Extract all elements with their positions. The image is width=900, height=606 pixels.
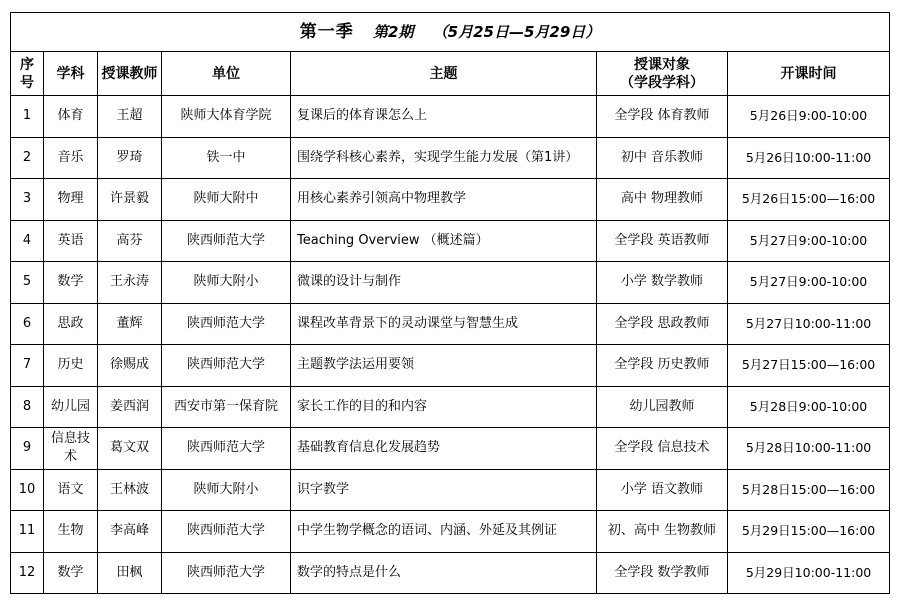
cell-unit: 陕师大附中: [162, 179, 291, 221]
table-row: [11, 428, 890, 470]
cell-subject: 数学: [44, 552, 98, 594]
cell-no: 2: [11, 137, 44, 179]
header-audience: [597, 52, 728, 96]
cell-audience: 初中 音乐教师: [597, 137, 728, 179]
cell-subject: 物理: [44, 179, 98, 221]
schedule-table: [10, 12, 890, 594]
title-section: [11, 13, 890, 52]
cell-subject: 语文: [44, 469, 98, 511]
schedule-body: [11, 96, 890, 594]
cell-audience: 全学段 信息技术: [597, 428, 728, 470]
cell-subject: 幼儿园: [44, 386, 98, 428]
title-row: [11, 13, 890, 52]
cell-no: 9: [11, 428, 44, 470]
cell-no: 7: [11, 345, 44, 387]
header-audience-line1: 授课对象: [634, 56, 690, 73]
table-row: [11, 137, 890, 179]
cell-no: 1: [11, 96, 44, 138]
cell-no: 6: [11, 303, 44, 345]
header-row: [11, 52, 890, 96]
table-row: [11, 511, 890, 553]
cell-topic: 课程改革背景下的灵动课堂与智慧生成: [291, 303, 597, 345]
cell-topic: 中学生物学概念的语词、内涵、外延及其例证: [291, 511, 597, 553]
cell-teacher: 葛文双: [98, 428, 162, 470]
date-range: （5月25日—5月29日）: [432, 23, 601, 41]
cell-audience: 小学 数学教师: [597, 262, 728, 304]
cell-topic: Teaching Overview （概述篇）: [291, 220, 597, 262]
cell-topic: 数学的特点是什么: [291, 552, 597, 594]
cell-no: 5: [11, 262, 44, 304]
cell-time: 5月26日10:00-11:00: [728, 137, 890, 179]
table-row: [11, 386, 890, 428]
cell-no: 8: [11, 386, 44, 428]
cell-teacher: 田枫: [98, 552, 162, 594]
cell-subject: 思政: [44, 303, 98, 345]
cell-teacher: 罗琦: [98, 137, 162, 179]
table-row: [11, 469, 890, 511]
cell-time: 5月28日10:00-11:00: [728, 428, 890, 470]
cell-topic: 主题教学法运用要领: [291, 345, 597, 387]
cell-topic: 复课后的体育课怎么上: [291, 96, 597, 138]
cell-subject: 历史: [44, 345, 98, 387]
header-section: [11, 52, 890, 96]
cell-topic: 微课的设计与制作: [291, 262, 597, 304]
cell-unit: 陕西师范大学: [162, 303, 291, 345]
cell-time: 5月27日15:00—16:00: [728, 345, 890, 387]
table-row: [11, 345, 890, 387]
cell-topic: 基础教育信息化发展趋势: [291, 428, 597, 470]
cell-topic: 围绕学科核心素养，实现学生能力发展（第1讲）: [291, 137, 597, 179]
cell-audience: 全学段 历史教师: [597, 345, 728, 387]
header-unit: 单位: [162, 52, 291, 96]
cell-no: 10: [11, 469, 44, 511]
table-row: [11, 303, 890, 345]
cell-unit: 陕西师范大学: [162, 220, 291, 262]
cell-topic: 用核心素养引领高中物理教学: [291, 179, 597, 221]
cell-time: 5月26日9:00-10:00: [728, 96, 890, 138]
cell-subject: 数学: [44, 262, 98, 304]
cell-time: 5月29日15:00—16:00: [728, 511, 890, 553]
cell-unit: 陕师大附小: [162, 469, 291, 511]
cell-unit: 陕师大附小: [162, 262, 291, 304]
table-row: [11, 96, 890, 138]
cell-unit: 陕西师范大学: [162, 345, 291, 387]
cell-subject: 音乐: [44, 137, 98, 179]
cell-teacher: 李高峰: [98, 511, 162, 553]
cell-teacher: 许景毅: [98, 179, 162, 221]
cell-topic: 家长工作的目的和内容: [291, 386, 597, 428]
cell-teacher: 王永涛: [98, 262, 162, 304]
cell-time: 5月27日9:00-10:00: [728, 220, 890, 262]
cell-unit: 铁一中: [162, 137, 291, 179]
cell-audience: 初、高中 生物教师: [597, 511, 728, 553]
cell-teacher: 徐赐成: [98, 345, 162, 387]
cell-time: 5月27日10:00-11:00: [728, 303, 890, 345]
header-time: 开课时间: [728, 52, 890, 96]
cell-time: 5月29日10:00-11:00: [728, 552, 890, 594]
cell-topic: 识字教学: [291, 469, 597, 511]
cell-no: 12: [11, 552, 44, 594]
header-teacher: 授课教师: [98, 52, 162, 96]
cell-teacher: 董辉: [98, 303, 162, 345]
cell-audience: 幼儿园教师: [597, 386, 728, 428]
cell-teacher: 姜西润: [98, 386, 162, 428]
cell-teacher: 王超: [98, 96, 162, 138]
cell-audience: 全学段 体育教师: [597, 96, 728, 138]
table-row: [11, 179, 890, 221]
cell-time: 5月26日15:00—16:00: [728, 179, 890, 221]
cell-time: 5月27日9:00-10:00: [728, 262, 890, 304]
cell-audience: 全学段 思政教师: [597, 303, 728, 345]
header-topic: 主题: [291, 52, 597, 96]
cell-time: 5月28日9:00-10:00: [728, 386, 890, 428]
cell-teacher: 高芬: [98, 220, 162, 262]
cell-time: 5月28日15:00—16:00: [728, 469, 890, 511]
cell-subject: 英语: [44, 220, 98, 262]
cell-audience: 高中 物理教师: [597, 179, 728, 221]
header-no: 序号: [11, 52, 44, 96]
header-subject: 学科: [44, 52, 98, 96]
table-row: [11, 552, 890, 594]
cell-no: 3: [11, 179, 44, 221]
cell-subject: 体育: [44, 96, 98, 138]
cell-audience: 全学段 英语教师: [597, 220, 728, 262]
cell-unit: 西安市第一保育院: [162, 386, 291, 428]
cell-teacher: 王林波: [98, 469, 162, 511]
cell-subject: 生物: [44, 511, 98, 553]
cell-audience: 小学 语文教师: [597, 469, 728, 511]
cell-unit: 陕西师范大学: [162, 428, 291, 470]
cell-no: 4: [11, 220, 44, 262]
season-title: 第一季: [299, 22, 354, 42]
table-title: [11, 13, 890, 52]
cell-subject: 信息技术: [44, 428, 98, 470]
header-audience-line2: （学段学科）: [620, 74, 704, 91]
cell-unit: 陕师大体育学院: [162, 96, 291, 138]
cell-unit: 陕西师范大学: [162, 511, 291, 553]
table-row: [11, 262, 890, 304]
cell-unit: 陕西师范大学: [162, 552, 291, 594]
cell-audience: 全学段 数学教师: [597, 552, 728, 594]
table-row: [11, 220, 890, 262]
period-label: 第2期: [373, 23, 414, 41]
cell-no: 11: [11, 511, 44, 553]
